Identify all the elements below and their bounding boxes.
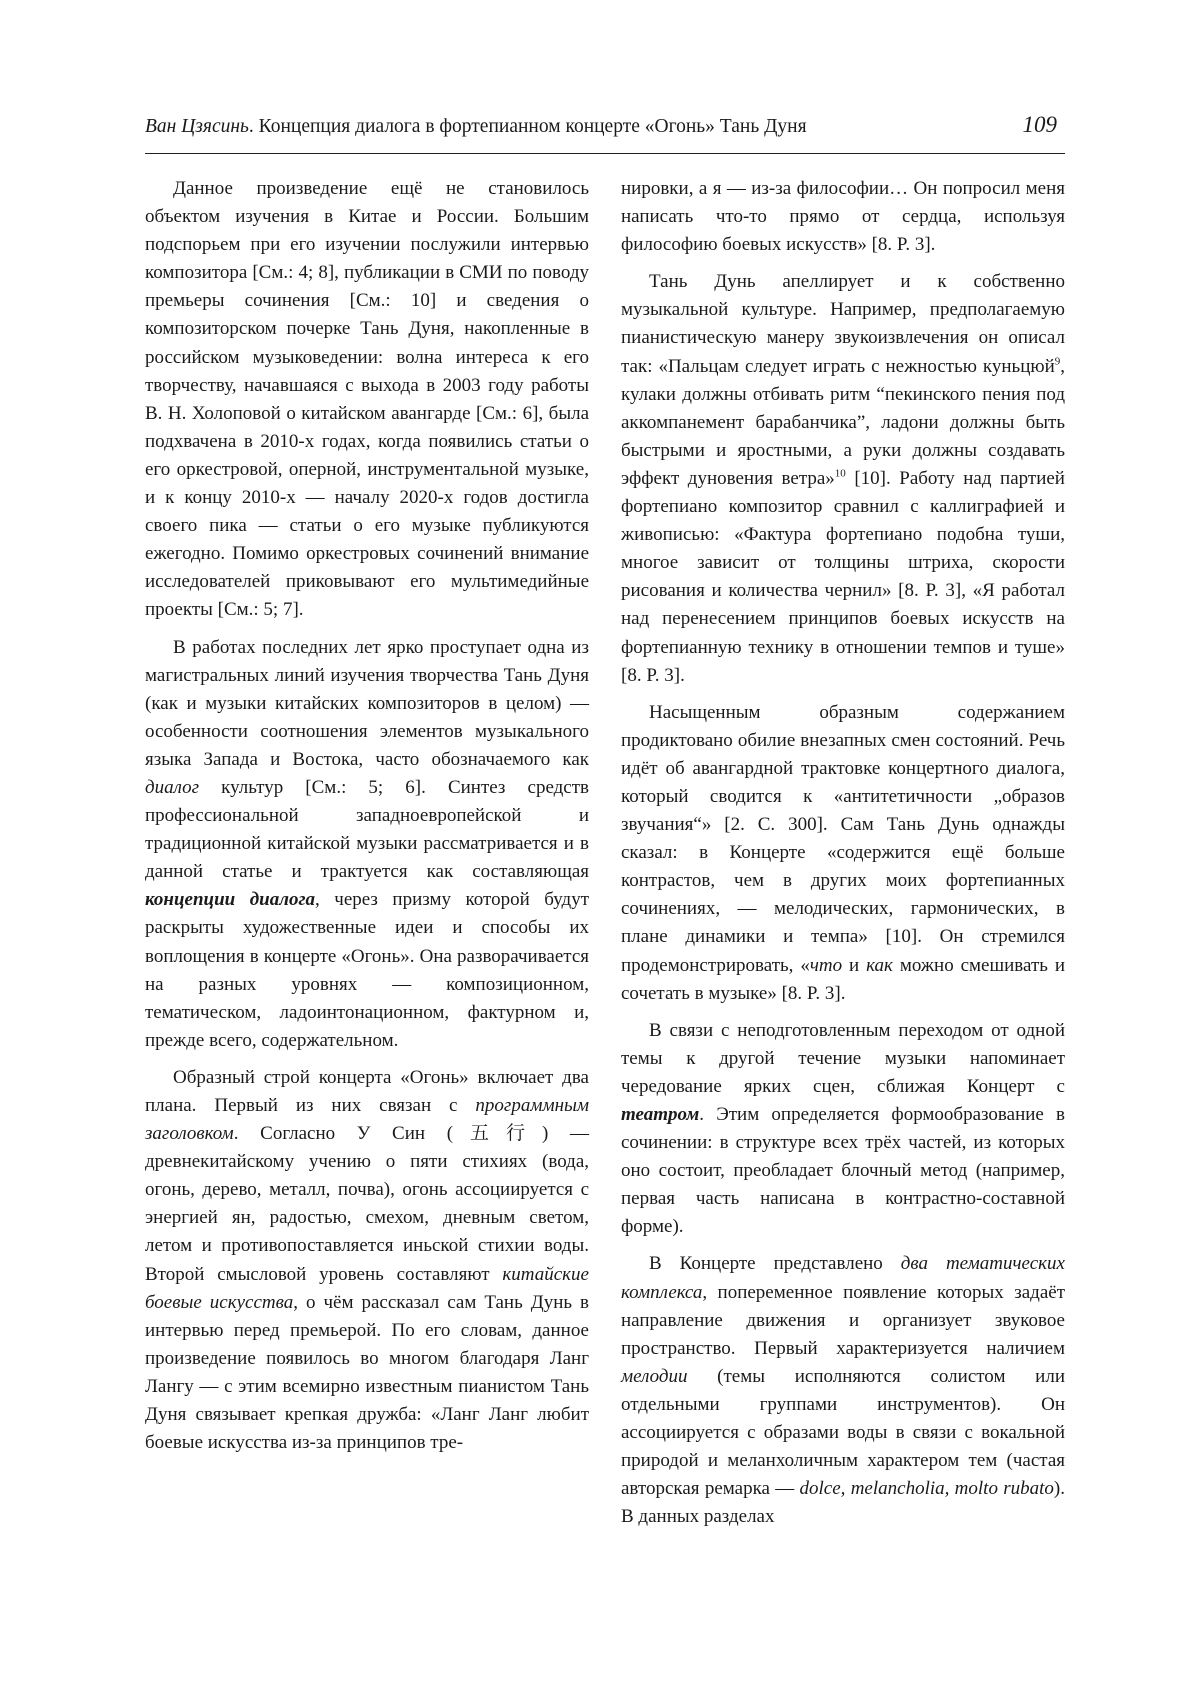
- header-title: [145, 116, 807, 138]
- page-number: 109: [1022, 112, 1057, 137]
- text-run: (темы исполняются солистом или отдельными группами инструментов). Он ассоциируется с образами воды в связи с вокальной природой и меланхоличным характером тем (частая авторская ремарка —: [621, 1365, 1065, 1500]
- paragraph: [145, 1064, 589, 1457]
- italic-term: как: [866, 954, 893, 976]
- header-rule: [145, 153, 1065, 154]
- paragraph: [621, 268, 1065, 689]
- paragraph-continued: нировки, а я — из-за философии… Он попросил меня написать что-то прямо от сердца, используя философию боевых искусств» [8. P. 3].: [621, 178, 1065, 256]
- text-run: [10]. Работу над партией фортепиано композитор сравнил с каллиграфией и живописью: «Фактура фортепиано подобна туши, многое зависит от толщины штриха, скорости рисования и количества чернил» [8. P. 3], «Я работал над перенесением принципов боевых искусств на фортепианную технику в отношении темпов и туше» [8. P. 3].: [621, 467, 1065, 686]
- header-author: Ван Цзясинь: [145, 116, 249, 137]
- paragraph: [621, 1017, 1065, 1242]
- bold-italic-term: концепции диалога: [145, 889, 315, 911]
- italic-term: мелодии: [621, 1365, 688, 1387]
- text-run: , попеременное появление которых задаёт направление движения и организует звуковое пространство. Первый характеризуется наличием: [621, 1281, 1065, 1359]
- text-run: Насыщенным образным содержанием продиктовано обилие внезапных смен состояний. Речь идёт об авангардной трактовке концертного диалога, который сводится к «антитетичности „образов звучания“» [2. С. 300]. Сам Тань Дунь однажды сказал: в Концерте «содержится ещё больше контрастов, чем в других моих фортепианных сочинениях, — мелодических, гармонических, в плане динамики и темпа» [10]. Он стремился продемонстрировать, «: [621, 701, 1065, 976]
- text-run: В работах последних лет ярко проступает одна из магистральных линий изучения творчества Тань Дуня (как и музыки китайских композиторов в целом) — особенности соотношения элементов музыкального языка Запада и Востока, часто обозначаемого как: [145, 636, 589, 770]
- text-run: . Согласно У Син (五行) — древнекитайскому учению о пяти стихиях (вода, огонь, дерево, металл, почва), огонь ассоциируется с энергией ян, радостью, смехом, дневным светом, летом и противопоставляется иньской стихии воды. Второй смысловой уровень составляют: [145, 1123, 589, 1285]
- text-run: можно смешивать и сочетать в музыке» [8. P. 3].: [621, 954, 1065, 1004]
- running-header: [145, 110, 1065, 150]
- italic-term: dolce, melancholia, molto rubato: [799, 1478, 1054, 1500]
- text-run: Образный строй концерта «Огонь» включает два плана. Первый из них связан с: [145, 1066, 589, 1116]
- paragraph: Данное произведение ещё не становилось объектом изучения в Китае и России. Большим подспорьем при его изучении послужили интервью композитора [См.: 4; 8], публикации в СМИ по поводу премьеры сочинения [См.: 10] и сведения о композиторском почерке Тань Дуня, накопленные в российском музыковедении: волна интереса к его творчеству, начавшаяся с выхода в 2003 году работы В. Н. Холоповой о китайском авангарде [См.: 6], была подхвачена в 2010-х годах, когда появились статьи о его оркестровой, оперной, инструментальной музыке, и к концу 2010-х — началу 2020-х годов достигла своего пика — статьи о его музыке публикуются ежегодно. Помимо оркестровых сочинений внимание исследователей приковывают его мультимедийные проекты [См.: 5; 7].: [145, 178, 589, 621]
- italic-term: программным заголовком: [145, 1095, 589, 1145]
- text-run: В Концерте представлено: [649, 1253, 901, 1275]
- text-run: . Этим определяется формообразование в сочинении: в структуре всех трёх частей, из которых оно состоит, преобладает блочный метод (например, первая часть написана в контрастно-составной форме).: [621, 1104, 1065, 1238]
- paragraph: [145, 634, 589, 1055]
- text-run: и: [842, 954, 867, 976]
- header-article-title: . Концепция диалога в фортепианном концерте «Огонь» Тань Дуня: [248, 116, 807, 137]
- italic-term: два тематических комплекса: [621, 1253, 1065, 1303]
- bold-italic-term: театром: [621, 1104, 700, 1125]
- text-run: ). В данных разделах: [621, 1478, 1065, 1528]
- paragraph: [621, 1250, 1065, 1531]
- left-column: [145, 175, 589, 1466]
- italic-term: диалог: [145, 776, 200, 798]
- footnote-ref: 10: [834, 467, 846, 480]
- paragraph: [621, 699, 1065, 1008]
- italic-term: что: [809, 954, 843, 976]
- text-run: , через призму которой будут раскрыты художественные идеи и способы их воплощения в концерте «Огонь». Она разворачивается на разных уровнях — композиционном, тематическом, ладоинтонационном, фактурном и, прежде всего, содержательном.: [145, 889, 589, 1051]
- text-run: В связи с неподготовленным переходом от одной темы к другой течение музыки напоминает чередование ярких сцен, сближая Концерт с: [621, 1019, 1065, 1097]
- text-run: культур [См.: 5; 6]. Синтез средств профессиональной западноевропейской и традиционной китайской музыки рассматривается и в данной статье и трактуется как составляющая: [145, 776, 589, 883]
- text-run: , кулаки должны отбивать ритм “пекинского пения под аккомпанемент барабанчика”, ладони должны быть быстрыми и яростными, а руки должны создавать эффект дуновения ветра»: [621, 355, 1065, 489]
- footnote-ref: 9: [1054, 355, 1061, 368]
- italic-term: китайские боевые искусства: [145, 1263, 589, 1313]
- text-run: Тань Дунь апеллирует и к собственно музыкальной культуре. Например, предполагаемую пианистическую манеру звукоизвлечения он описал так: «Пальцам следует играть с нежностью куньцюй: [621, 271, 1065, 377]
- right-column: [621, 175, 1065, 1540]
- text-run: , о чём рассказал сам Тань Дунь в интервью перед премьерой. По его словам, данное произведение появилось во многом благодаря Ланг Лангу — с этим всемирно известным пианистом Тань Дуня связывает крепкая дружба: «Ланг Ланг любит боевые искусства из-за принципов тре-: [145, 1291, 590, 1454]
